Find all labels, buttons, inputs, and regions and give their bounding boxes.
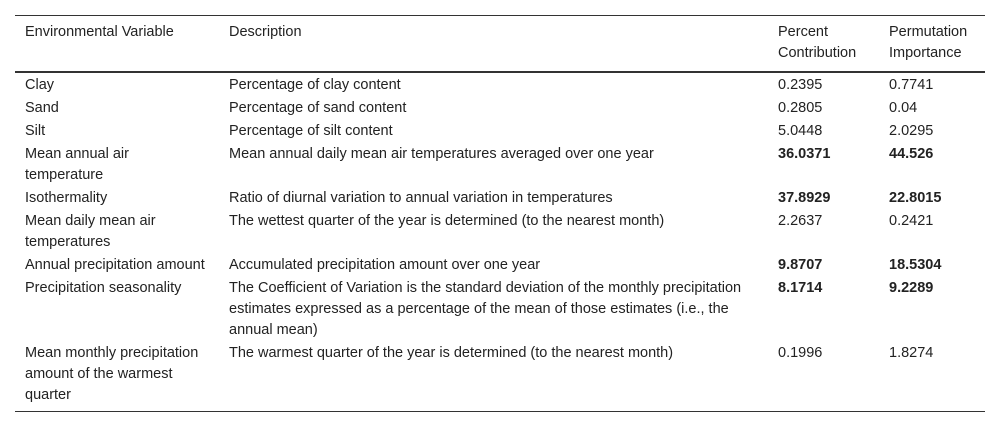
table-row (15, 254, 985, 277)
cell-percent-contribution: 5.0448 (778, 123, 823, 139)
table-row (15, 72, 985, 97)
cell-variable: Isothermality (25, 190, 108, 206)
cell-variable: Mean daily mean air temperatures (25, 213, 156, 250)
cell-variable: Precipitation seasonality (25, 280, 182, 296)
cell-variable: Clay (25, 77, 55, 93)
table-body (15, 72, 985, 412)
header-environmental-variable: Environmental Variable (25, 24, 174, 40)
cell-percent-contribution: 0.2805 (778, 100, 823, 116)
table-row (15, 342, 985, 412)
table-row (15, 97, 985, 120)
header-description: Description (229, 24, 302, 40)
header-row (15, 16, 985, 73)
cell-percent-contribution: 36.0371 (778, 146, 831, 162)
cell-description: Mean annual daily mean air temperatures averaged over one year (229, 146, 654, 162)
table-row (15, 120, 985, 143)
cell-percent-contribution: 37.8929 (778, 190, 831, 206)
cell-percent-contribution: 0.2395 (778, 77, 823, 93)
table-row (15, 210, 985, 254)
environmental-variables-table-container (15, 15, 985, 412)
cell-permutation-importance: 1.8274 (889, 345, 934, 361)
cell-description: The wettest quarter of the year is determined (to the nearest month) (229, 213, 665, 229)
cell-permutation-importance: 9.2289 (889, 280, 934, 296)
table-row (15, 277, 985, 342)
cell-description: Percentage of silt content (229, 123, 393, 139)
cell-percent-contribution: 8.1714 (778, 280, 823, 296)
cell-variable: Silt (25, 123, 46, 139)
table-row (15, 143, 985, 187)
cell-description: The Coefficient of Variation is the standard deviation of the monthly precipitation estimates expressed as a percentage of the mean of those estimates (i.e., the annual mean) (229, 280, 742, 338)
cell-variable: Annual precipitation amount (25, 257, 205, 273)
cell-permutation-importance: 22.8015 (889, 190, 942, 206)
cell-variable: Mean monthly precipitation amount of the warmest quarter (25, 345, 199, 403)
cell-percent-contribution: 2.2637 (778, 213, 823, 229)
cell-description: The warmest quarter of the year is determined (to the nearest month) (229, 345, 674, 361)
cell-permutation-importance: 0.2421 (889, 213, 934, 229)
cell-percent-contribution: 0.1996 (778, 345, 823, 361)
cell-description: Ratio of diurnal variation to annual variation in temperatures (229, 190, 613, 206)
cell-description: Percentage of sand content (229, 100, 407, 116)
header-percent-contribution: Percent Contribution (778, 24, 857, 61)
cell-permutation-importance: 2.0295 (889, 123, 934, 139)
table-row (15, 187, 985, 210)
table-header (15, 16, 985, 73)
cell-variable: Sand (25, 100, 59, 116)
cell-variable: Mean annual air temperature (25, 146, 129, 183)
cell-permutation-importance: 18.5304 (889, 257, 942, 273)
cell-permutation-importance: 0.04 (889, 100, 918, 116)
environmental-variables-table (15, 15, 985, 412)
cell-percent-contribution: 9.8707 (778, 257, 823, 273)
cell-permutation-importance: 0.7741 (889, 77, 934, 93)
cell-description: Accumulated precipitation amount over one year (229, 257, 541, 273)
cell-permutation-importance: 44.526 (889, 146, 934, 162)
header-permutation-importance: Permutation Importance (889, 24, 968, 61)
cell-description: Percentage of clay content (229, 77, 401, 93)
